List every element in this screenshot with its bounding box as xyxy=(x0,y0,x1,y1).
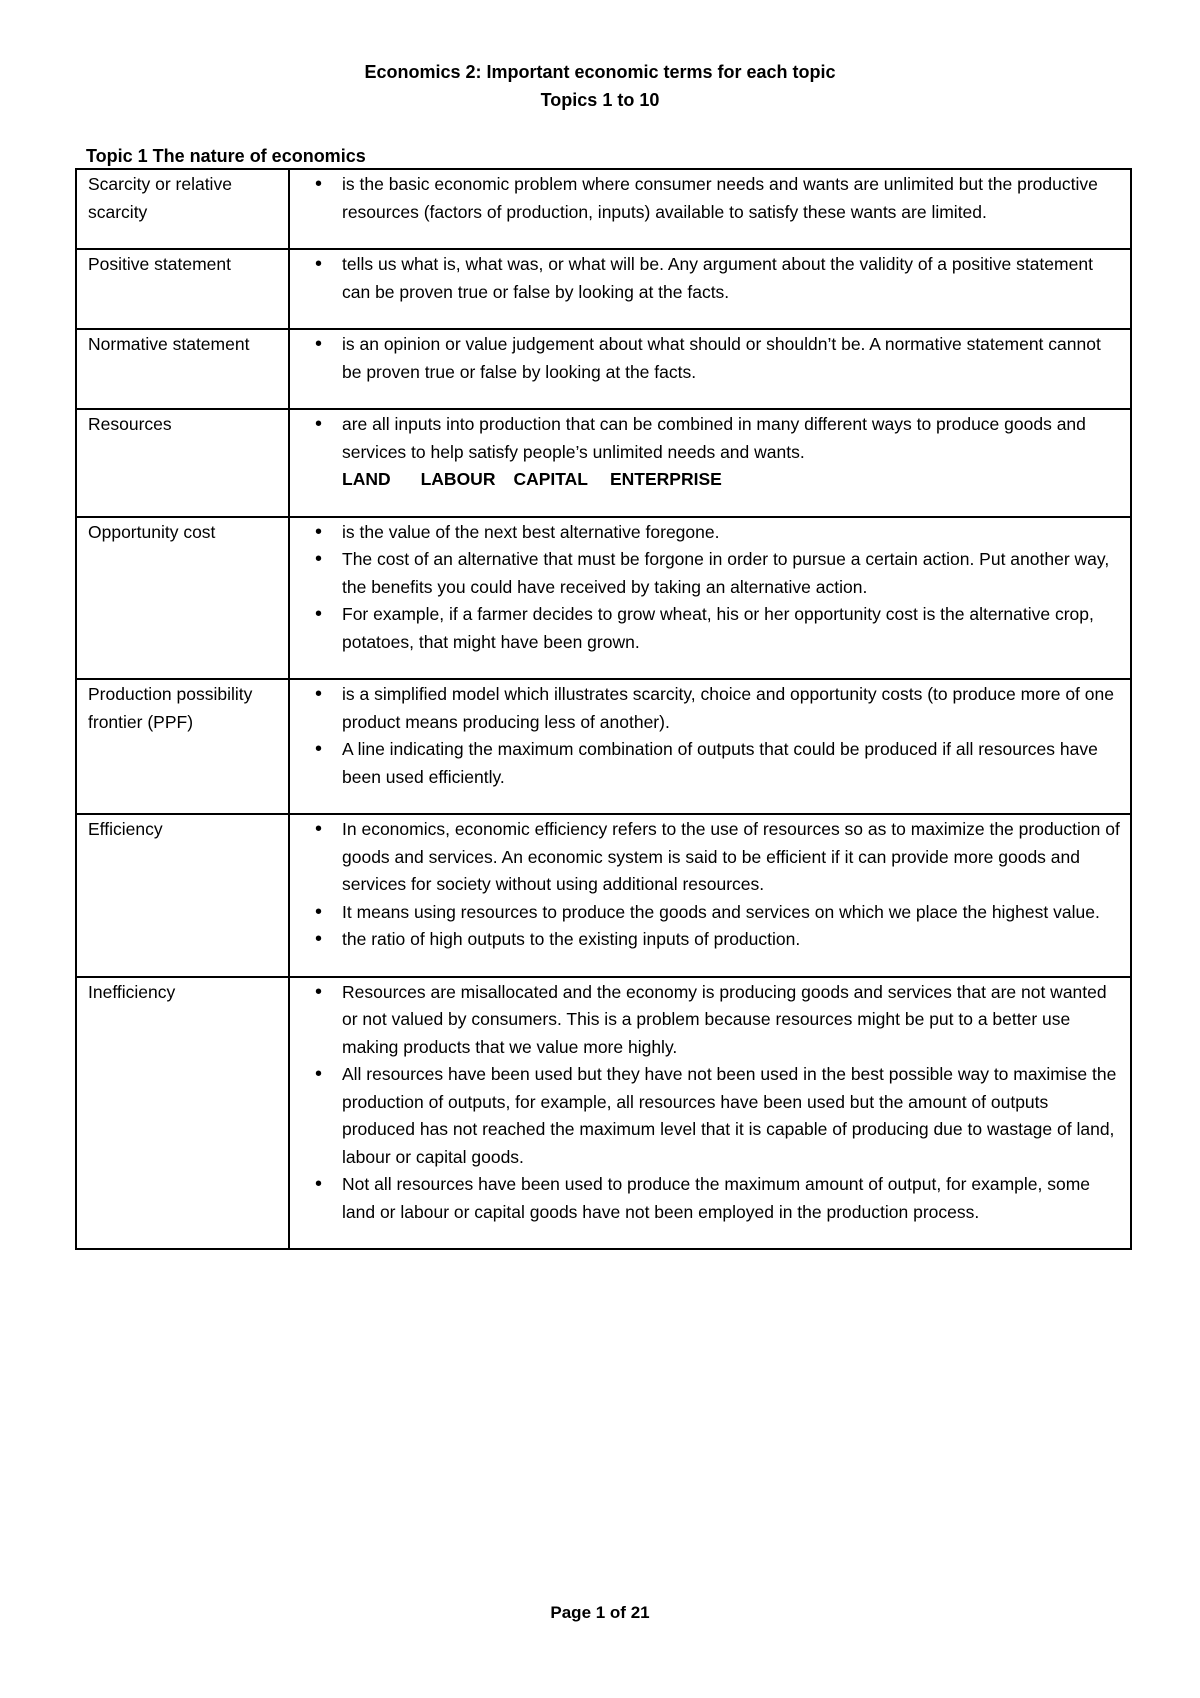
definition-list xyxy=(301,979,1122,1227)
term-cell xyxy=(76,409,289,517)
term-label: Positive statement xyxy=(88,254,231,274)
table-row xyxy=(76,169,1131,249)
definition-cell xyxy=(289,517,1131,680)
definition-list xyxy=(301,251,1122,306)
factor-label: ENTERPRISE xyxy=(610,469,722,489)
term-cell xyxy=(76,977,289,1250)
definition-point: • are all inputs into production that can be combined in many different ways to produce goods and services to help satisfy people’s unlimited needs and wants. xyxy=(301,411,1122,466)
definition-list xyxy=(301,331,1122,386)
definition-point: • For example, if a farmer decides to grow wheat, his or her opportunity cost is the alternative crop, potatoes, that might have been grown. xyxy=(301,601,1122,656)
section-heading: Topic 1 The nature of economics xyxy=(86,146,366,166)
definition-cell xyxy=(289,814,1131,977)
definition-point: • is an opinion or value judgement about what should or shouldn’t be. A normative statement cannot be proven true or false by looking at the facts. xyxy=(301,331,1122,386)
definition-cell xyxy=(289,169,1131,249)
definition-point: • The cost of an alternative that must be forgone in order to pursue a certain action. Put another way, the benefits you could have received by taking an alternative action. xyxy=(301,546,1122,601)
definition-point: • All resources have been used but they have not been used in the best possible way to maximise the production of outputs, for example, all resources have been used but the amount of outputs produced has not reached the maximum level that it is capable of producing due to wastage of land, labour or capital goods. xyxy=(301,1061,1122,1171)
term-label: Scarcity or relative scarcity xyxy=(88,174,232,222)
table-row xyxy=(76,409,1131,517)
term-label: Production possibility frontier (PPF) xyxy=(88,684,253,732)
definition-cell xyxy=(289,329,1131,409)
definition-point: • is a simplified model which illustrates scarcity, choice and opportunity costs (to produce more of one product means producing less of another). xyxy=(301,681,1122,736)
definition-list xyxy=(301,681,1122,791)
term-label: Inefficiency xyxy=(88,981,176,1002)
term-cell xyxy=(76,814,289,977)
table-row xyxy=(76,329,1131,409)
term-cell xyxy=(76,517,289,680)
definition-point: • is the value of the next best alternative foregone. xyxy=(301,519,1122,547)
terms-table xyxy=(75,168,1132,1250)
factor-label: LABOUR xyxy=(420,469,496,489)
factor-label: LAND xyxy=(342,469,391,489)
document-subtitle: Topics 1 to 10 xyxy=(540,90,660,110)
terms-table-body xyxy=(76,169,1131,1249)
table-row xyxy=(76,977,1131,1250)
table-row xyxy=(76,814,1131,977)
term-label: Efficiency xyxy=(88,819,163,839)
definition-point: • Resources are misallocated and the economy is producing goods and services that are not wanted or not valued by consumers. This is a problem because resources might be put to a better use making products that we value more highly. xyxy=(301,979,1122,1062)
definition-cell xyxy=(289,679,1131,814)
term-label: Resources xyxy=(88,414,172,434)
definition-point: • It means using resources to produce the goods and services on which we place the highest value. xyxy=(301,899,1122,927)
definition-point: • the ratio of high outputs to the existing inputs of production. xyxy=(301,926,1122,954)
definition-cell xyxy=(289,249,1131,329)
term-cell xyxy=(76,329,289,409)
factor-label: CAPITAL xyxy=(513,469,588,489)
definition-point: • In economics, economic efficiency refers to the use of resources so as to maximize the production of goods and services. An economic system is said to be efficient if it can provide more goods and services for society without using additional resources. xyxy=(301,816,1122,899)
term-cell xyxy=(76,249,289,329)
definition-list xyxy=(301,816,1122,954)
definition-list xyxy=(301,171,1122,226)
table-row xyxy=(76,517,1131,680)
definition-point: • A line indicating the maximum combination of outputs that could be produced if all resources have been used efficiently. xyxy=(301,736,1122,791)
term-cell xyxy=(76,169,289,249)
term-cell xyxy=(76,679,289,814)
definition-cell xyxy=(289,977,1131,1250)
term-label: Normative statement xyxy=(88,334,250,354)
term-label: Opportunity cost xyxy=(88,521,216,542)
definition-point: • tells us what is, what was, or what will be. Any argument about the validity of a positive statement can be proven true or false by looking at the facts. xyxy=(301,251,1122,306)
table-row xyxy=(76,679,1131,814)
definition-list xyxy=(301,411,1122,466)
definition-point: • Not all resources have been used to produce the maximum amount of output, for example, some land or labour or capital goods have not been employed in the production process. xyxy=(301,1171,1122,1226)
definition-point: • is the basic economic problem where consumer needs and wants are unlimited but the productive resources (factors of production, inputs) available to satisfy these wants are limited. xyxy=(301,171,1122,226)
definition-cell xyxy=(289,409,1131,517)
document-title: Economics 2: Important economic terms for each topic xyxy=(364,62,836,82)
table-row xyxy=(76,249,1131,329)
factors-of-production xyxy=(301,466,1122,494)
page-number: Page 1 of 21 xyxy=(550,1603,650,1622)
definition-list xyxy=(301,519,1122,657)
